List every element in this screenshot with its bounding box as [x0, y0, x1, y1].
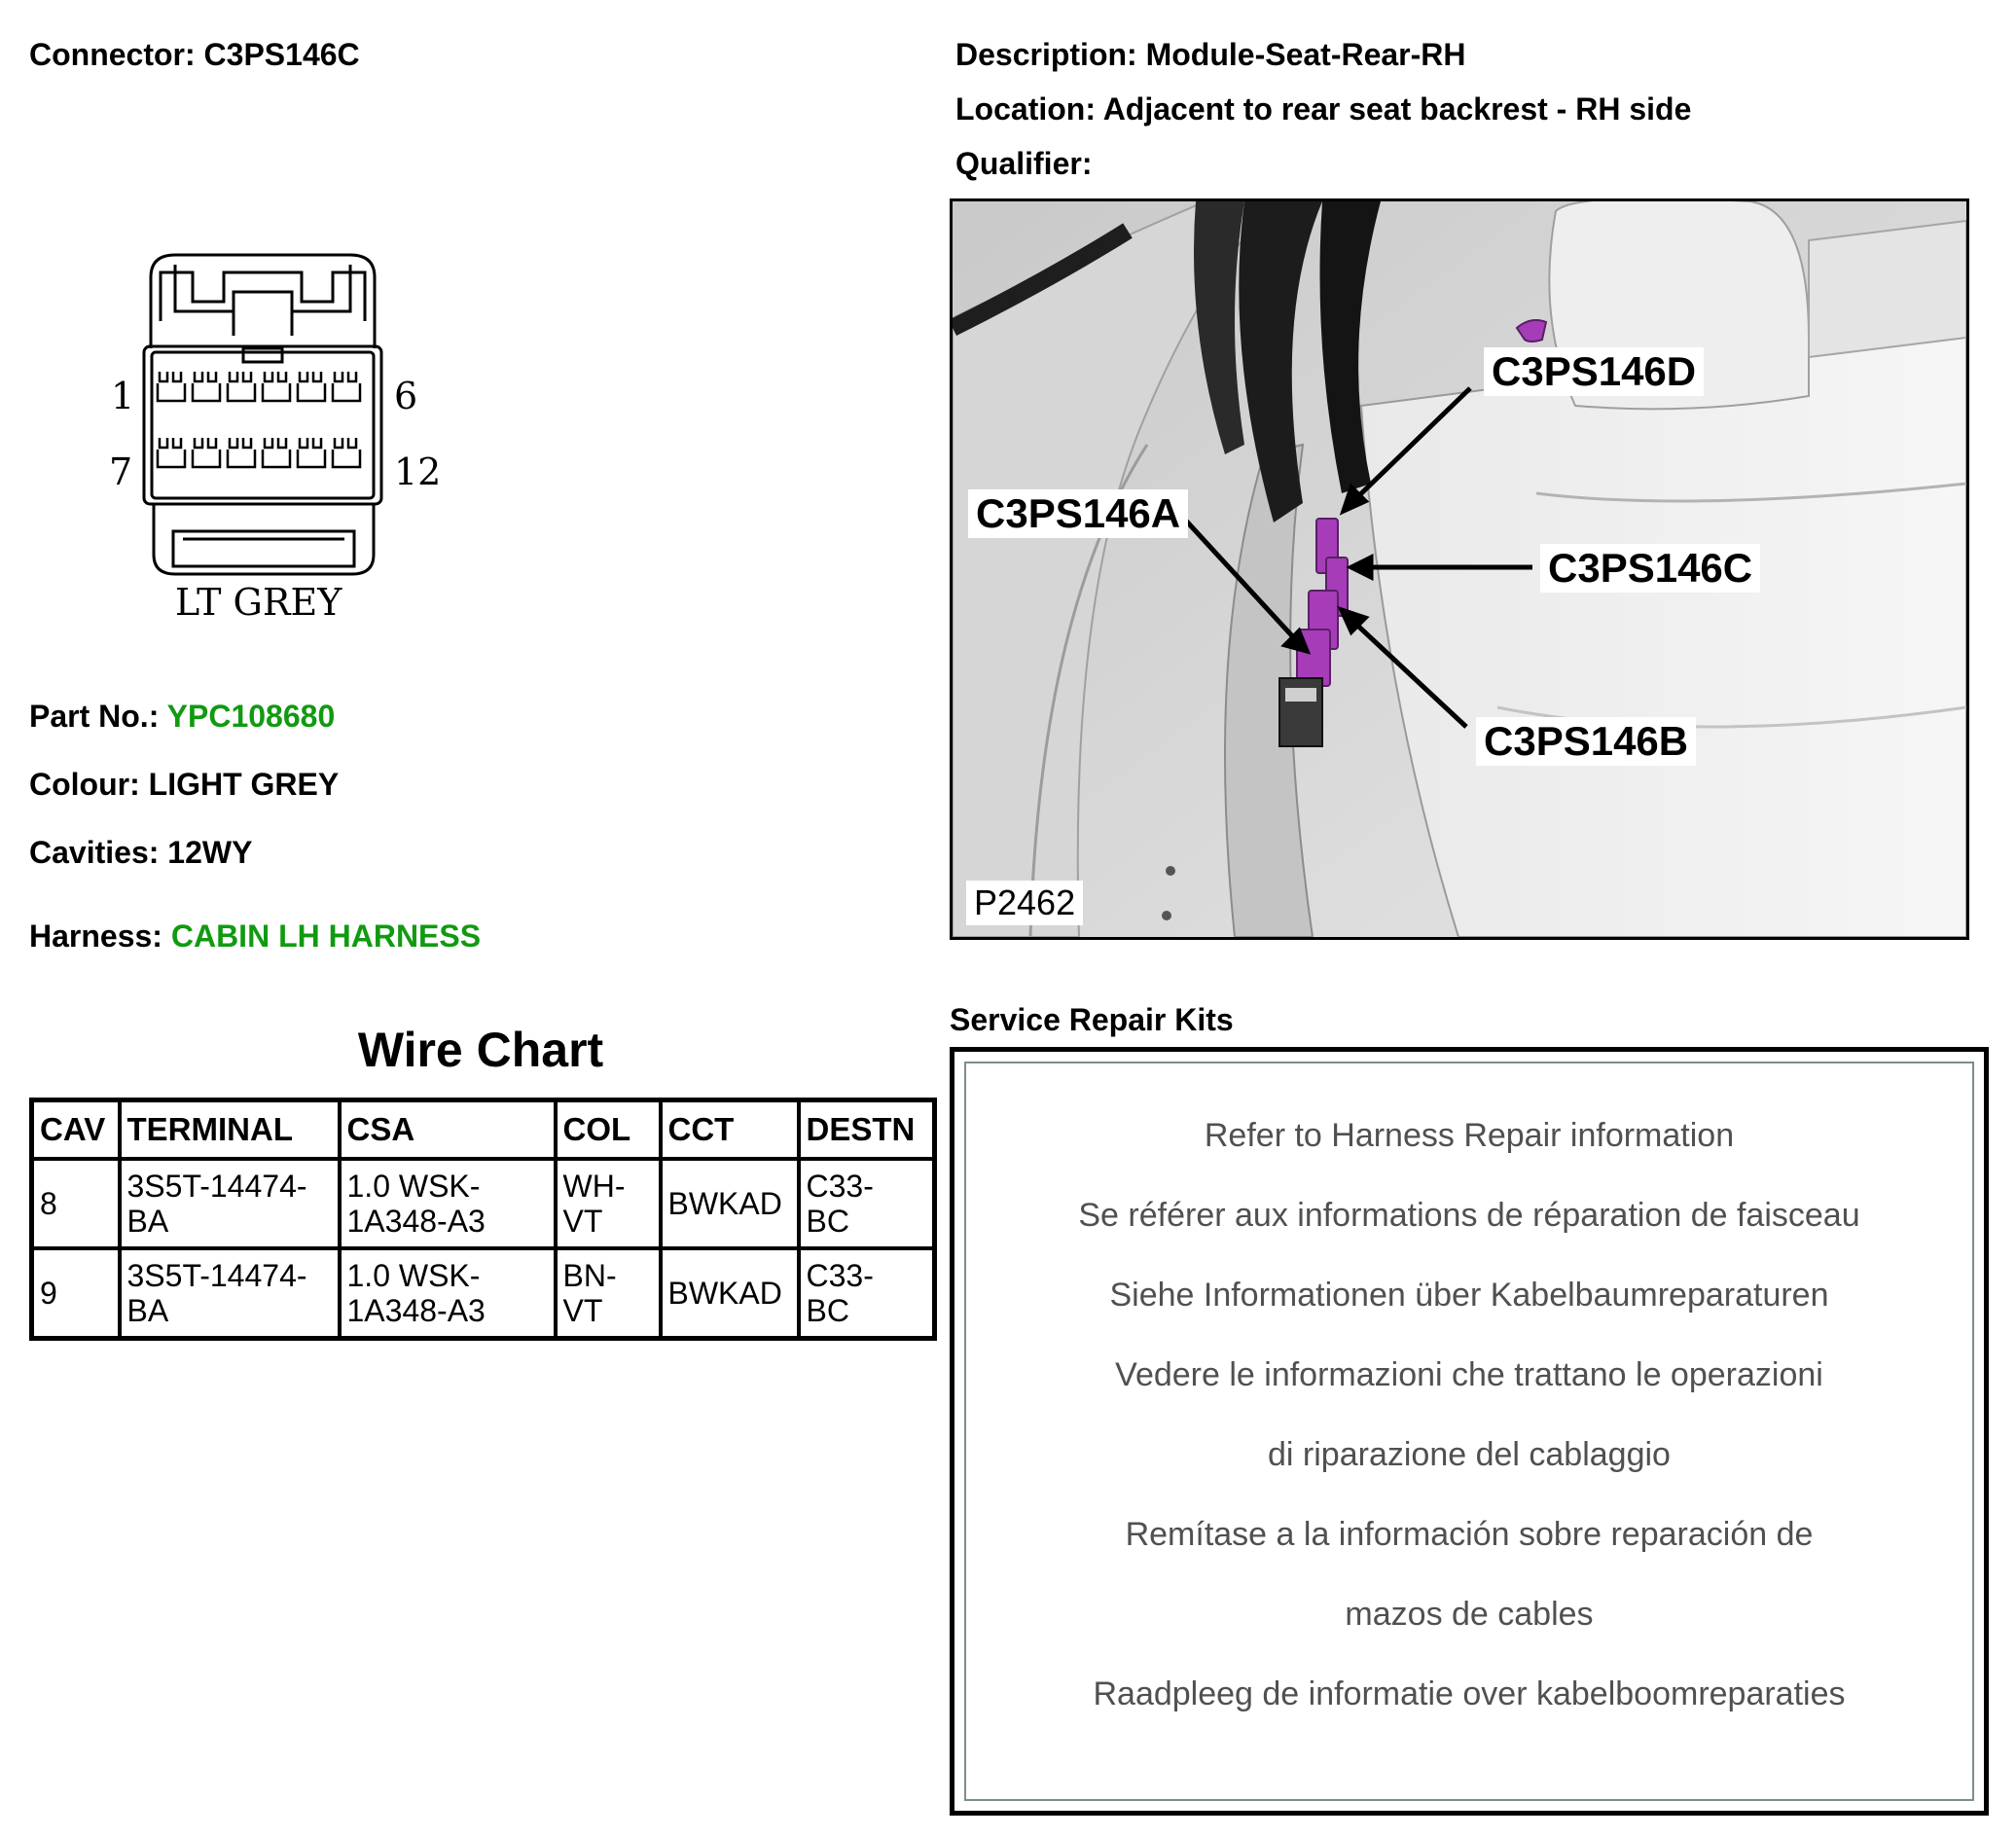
part-no-field: [29, 699, 335, 735]
cell-col: BN- VT: [556, 1248, 661, 1339]
description-value: Module-Seat-Rear-RH: [1145, 37, 1466, 72]
pin-label-1: 1: [111, 375, 135, 417]
header-destn: DESTN: [799, 1100, 935, 1160]
cavities-value: 12WY: [167, 835, 253, 870]
service-repair-kits-box: [950, 1047, 1989, 1816]
cell-cct: BWKAD: [661, 1248, 799, 1339]
cell-terminal: 3S5T-14474- BA: [120, 1159, 340, 1248]
connector-colour-label: LT GREY: [175, 581, 342, 624]
kit-line-de: Siehe Informationen über Kabelbaumreparaturen: [1109, 1277, 1829, 1314]
cell-destn: C33- BC: [799, 1248, 935, 1339]
kit-line-nl: Raadpleeg de informatie over kabelboomreparaties: [1093, 1675, 1846, 1712]
location-value: Adjacent to rear seat backrest - RH side: [1102, 91, 1692, 126]
colour-label: Colour:: [29, 767, 140, 802]
part-no-label: Part No.:: [29, 699, 160, 734]
vehicle-interior-illustration: [953, 201, 1966, 937]
cell-destn: C33- BC: [799, 1159, 935, 1248]
kit-line-it-1: Vedere le informazioni che trattano le operazioni: [1115, 1356, 1823, 1393]
table-row: [32, 1159, 935, 1248]
header-cav: CAV: [32, 1100, 120, 1160]
wire-chart-title: Wire Chart: [357, 1023, 604, 1077]
cell-csa: 1.0 WSK- 1A348-A3: [340, 1248, 556, 1339]
part-no-link[interactable]: YPC108680: [166, 699, 336, 734]
header-csa: CSA: [340, 1100, 556, 1160]
qualifier-label: Qualifier:: [955, 146, 1093, 181]
pin-label-6: 6: [394, 375, 418, 417]
cell-csa: 1.0 WSK- 1A348-A3: [340, 1159, 556, 1248]
kit-line-es-2: mazos de cables: [1345, 1596, 1594, 1633]
service-repair-kits-inner: [964, 1062, 1974, 1801]
harness-field: [29, 918, 481, 955]
connector-face-diagram: [97, 243, 467, 632]
pin-label-12: 12: [394, 450, 442, 493]
cavities-label: Cavities:: [29, 835, 160, 870]
description-field: [955, 37, 1466, 73]
table-row: [32, 1248, 935, 1339]
cavities-field: [29, 835, 252, 871]
cell-col: WH- VT: [556, 1159, 661, 1248]
header-terminal: TERMINAL: [120, 1100, 340, 1160]
cell-cav: 8: [32, 1159, 120, 1248]
table-header-row: [32, 1100, 935, 1160]
kit-line-fr: Se référer aux informations de réparation de faisceau: [1078, 1197, 1860, 1234]
wire-chart-table: [29, 1098, 937, 1341]
connector-field: [29, 37, 360, 73]
harness-label: Harness:: [29, 918, 162, 954]
cell-cct: BWKAD: [661, 1159, 799, 1248]
photo-reference: P2462: [966, 881, 1083, 925]
location-photo: [950, 198, 1969, 940]
kit-line-es-1: Remítase a la información sobre reparación de: [1125, 1516, 1814, 1553]
header-cct: CCT: [661, 1100, 799, 1160]
colour-value: LIGHT GREY: [148, 767, 340, 802]
connector-label: Connector:: [29, 37, 196, 72]
service-repair-kits-heading: Service Repair Kits: [950, 1002, 1234, 1037]
callout-c3ps146b: C3PS146B: [1476, 717, 1696, 766]
kit-line-it-2: di riparazione del cablaggio: [1268, 1436, 1671, 1473]
location-field: [955, 91, 1691, 127]
callout-c3ps146c: C3PS146C: [1540, 544, 1760, 593]
connector-value: C3PS146C: [203, 37, 360, 72]
cell-cav: 9: [32, 1248, 120, 1339]
colour-field: [29, 767, 339, 803]
qualifier-field: [955, 146, 1092, 182]
harness-link[interactable]: CABIN LH HARNESS: [170, 918, 482, 954]
kit-line-en: Refer to Harness Repair information: [1204, 1117, 1735, 1154]
location-label: Location:: [955, 91, 1096, 126]
cavity-row-top: [158, 372, 360, 401]
callout-c3ps146a: C3PS146A: [968, 489, 1188, 538]
description-label: Description:: [955, 37, 1137, 72]
callout-c3ps146d: C3PS146D: [1484, 347, 1704, 396]
header-col: COL: [556, 1100, 661, 1160]
pin-label-7: 7: [109, 450, 133, 493]
cell-terminal: 3S5T-14474- BA: [120, 1248, 340, 1339]
cavity-row-bottom: [158, 438, 360, 467]
